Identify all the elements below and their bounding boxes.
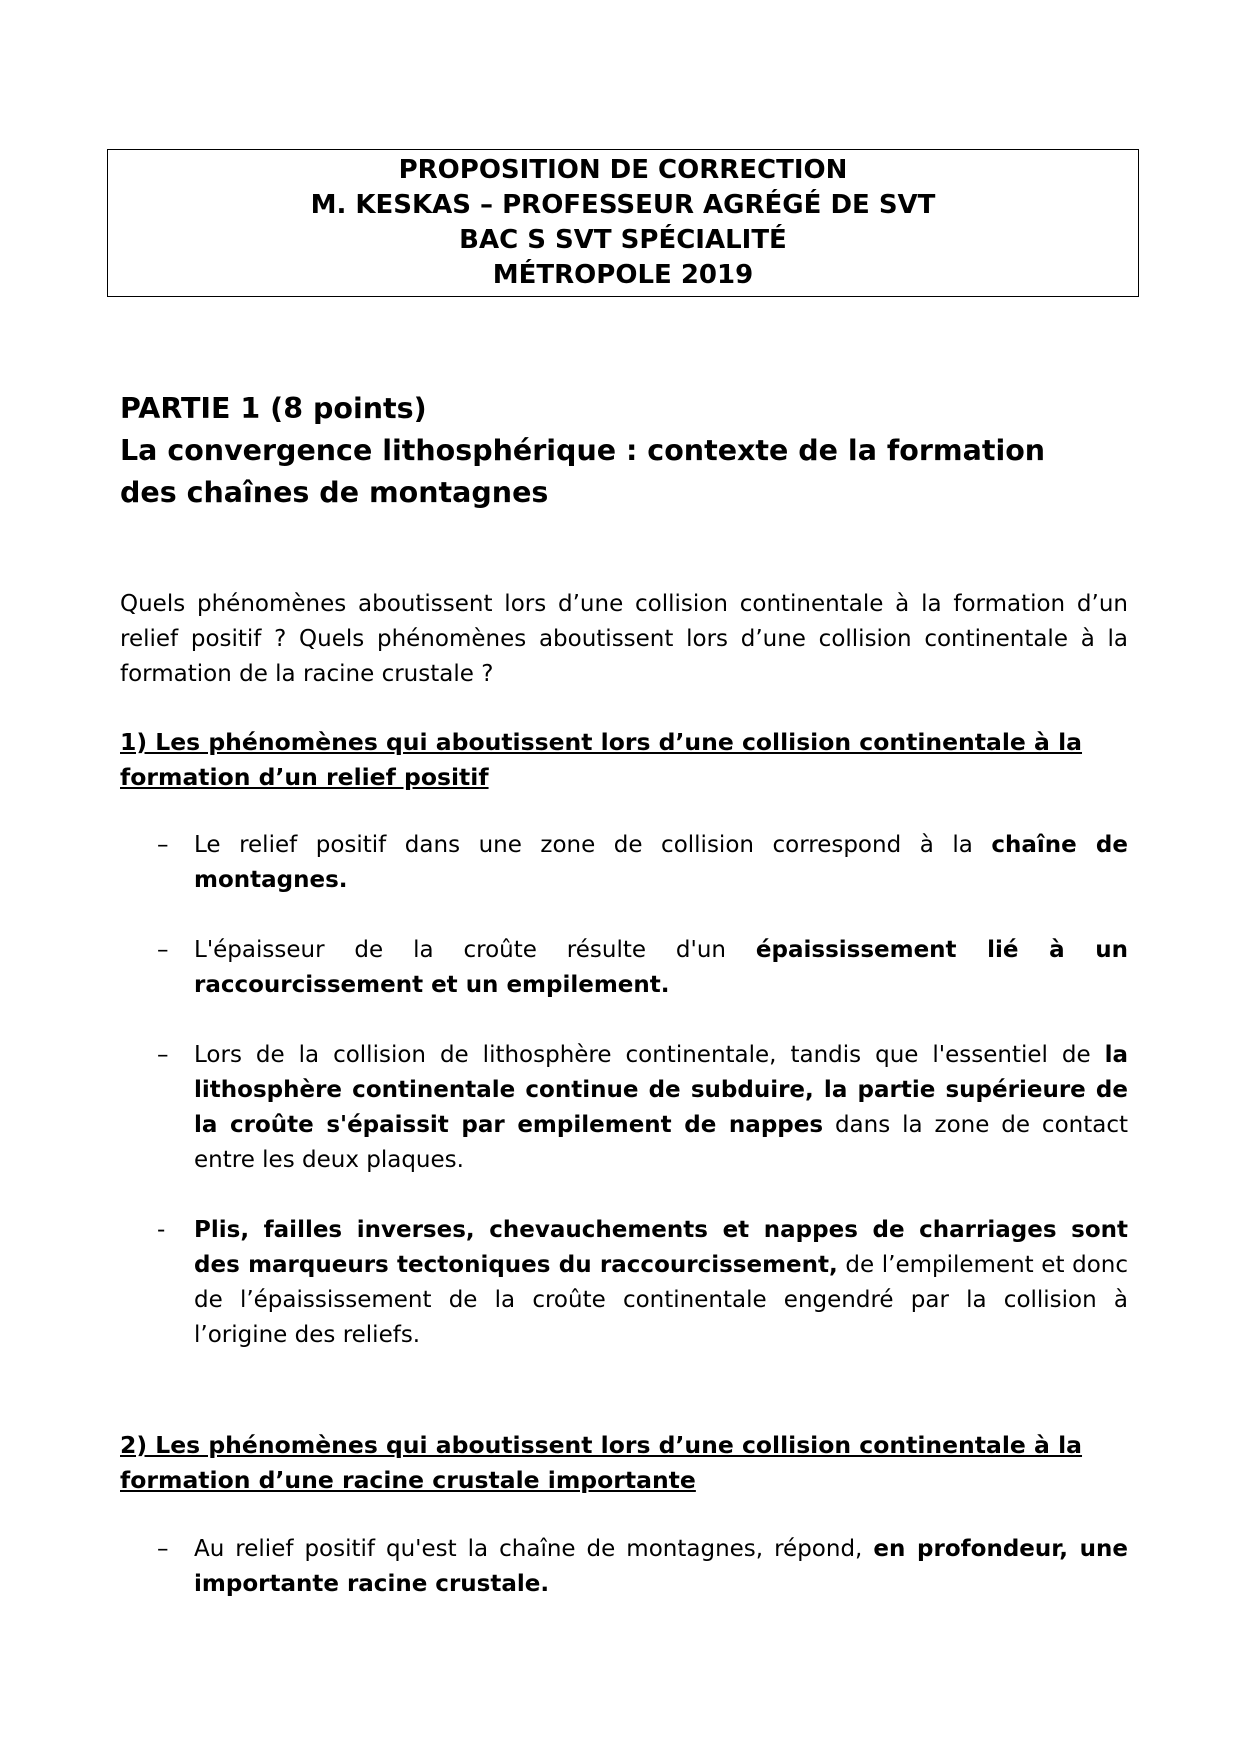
bullet-text: L'épaisseur de la croûte résulte d'un [194,937,756,963]
partie-title: PARTIE 1 (8 points) [120,392,427,425]
section2-bullet-1 [157,1532,1128,1602]
header-title: PROPOSITION DE CORRECTION [398,155,848,185]
bullet-bold-text: épaississement lié à un raccourcissement et un empilement. [194,937,1128,998]
bullet-text: Lors de la collision de lithosphère continentale, tandis que l'essentiel de [194,1042,1105,1068]
section1-bullet-4 [157,1213,1128,1353]
dash-bullet: – [157,1536,169,1562]
bullet-text-end: dans la zone de contact entre les deux plaques. [194,1112,1128,1173]
partie-subtitle-line2: des chaînes de montagnes [120,476,549,509]
bullet-bold-text: en profondeur, une importante racine crustale. [194,1536,1128,1597]
bullet-bold-text: la lithosphère continentale continue de subduire, la partie supérieure de la croûte s'épaissit par empilement de nappes [194,1042,1128,1138]
section1-bullet-2 [157,933,1128,1003]
dash-bullet: – [157,832,169,858]
partie-subtitle-line1: La convergence lithosphérique : contexte de la formation [120,434,1046,467]
section2-title: 2) Les phénomènes qui aboutissent lors d’une collision continentale à la formation d’une racine crustale importante [120,1431,1083,1494]
section1-bullet-3 [157,1038,1128,1178]
section1-title: 1) Les phénomènes qui aboutissent lors d’une collision continentale à la formation d’un relief positif [120,728,1083,791]
problem-question: Quels phénomènes aboutissent lors d’une collision continentale à la formation d’un relief positif ? Quels phénomènes aboutissent lors d’une collision continentale à la formation de la racine crustale ? [120,591,1128,687]
header-author: M. KESKAS – PROFESSEUR AGRÉGÉ DE SVT [310,190,936,220]
dash-bullet: – [157,1042,169,1068]
header-session: MÉTROPOLE 2019 [492,260,754,290]
hyphen-bullet: - [157,1217,166,1243]
bullet-bold-text: Plis, failles inverses, chevauchements et nappes de charriages sont des marqueurs tectoniques du raccourcissement, [194,1217,1128,1278]
partie-subtitle [120,430,1130,514]
header-exam: BAC S SVT SPÉCIALITÉ [459,225,787,255]
bullet-text: Au relief positif qu'est la chaîne de montagnes, répond, [194,1536,874,1562]
bullet-text: Le relief positif dans une zone de collision correspond à la [194,832,992,858]
section1-bullet-1 [157,828,1128,898]
dash-bullet: – [157,937,169,963]
header-box [107,149,1139,297]
bullet-text: de l’empilement et donc de l’épaississement de la croûte continentale engendré par la collision à l’origine des reliefs. [194,1252,1128,1348]
bullet-bold-text: chaîne de montagnes. [194,832,1128,893]
